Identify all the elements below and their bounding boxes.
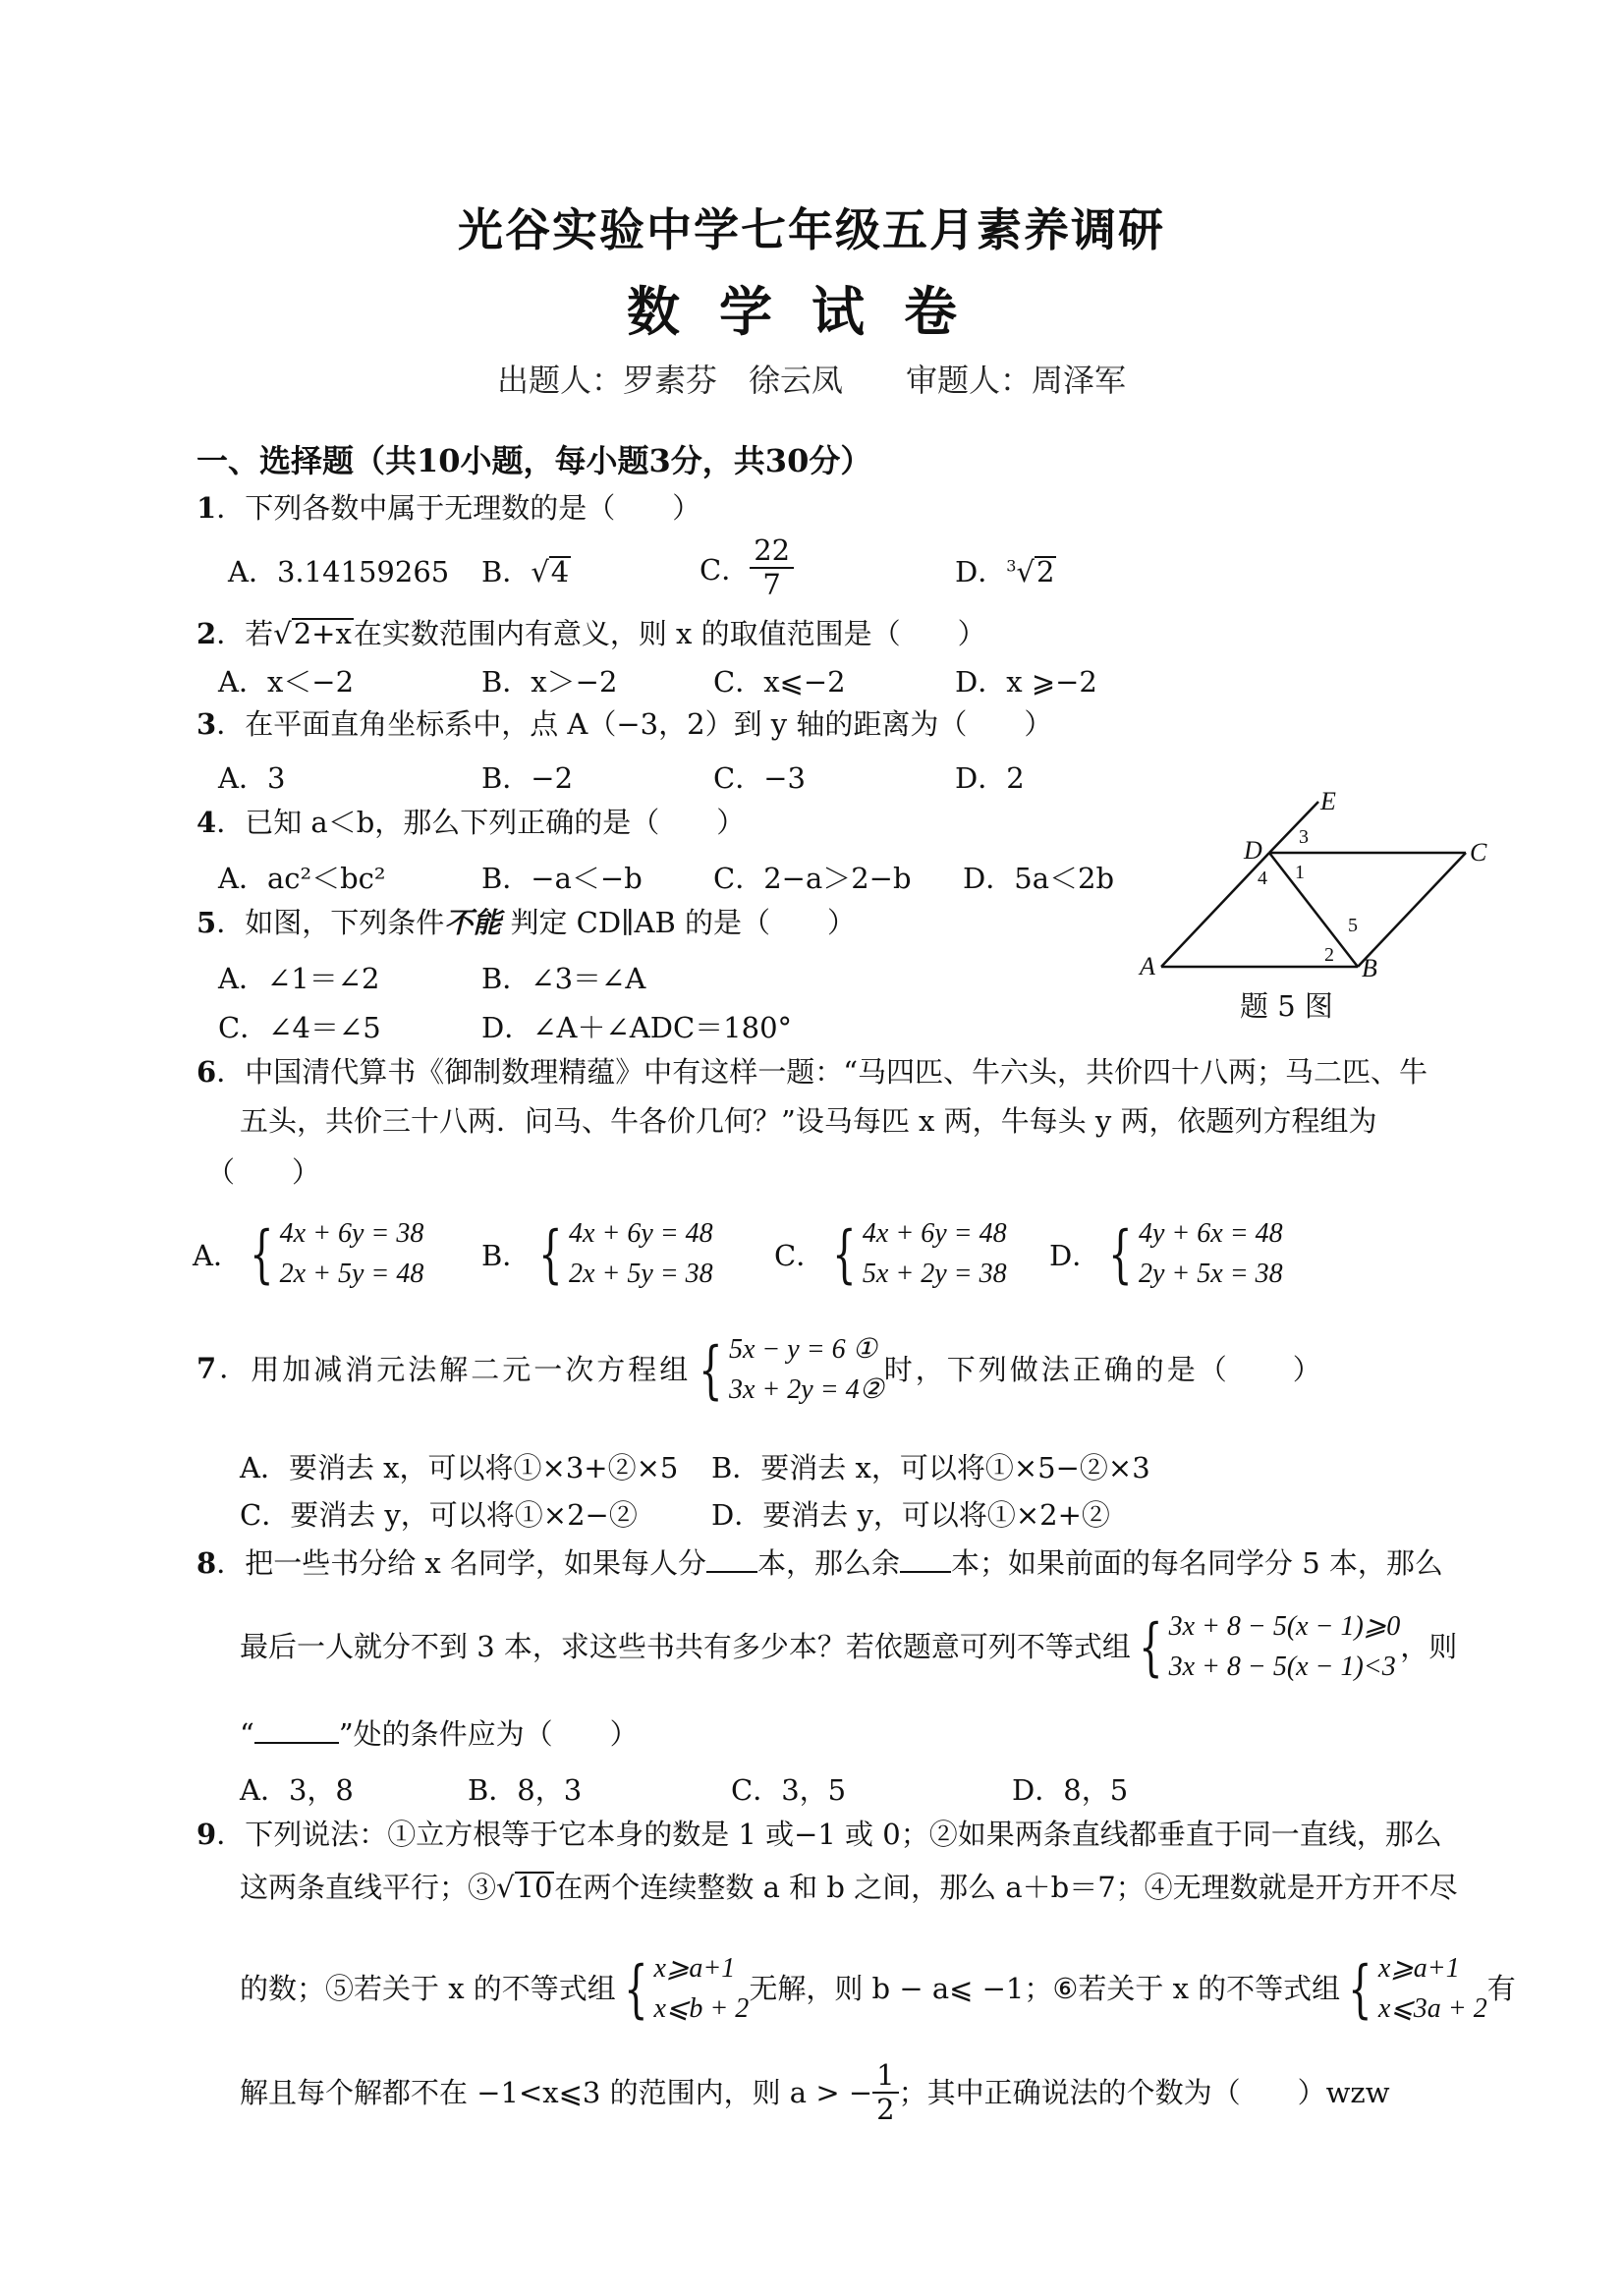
blank-3	[254, 1742, 339, 1744]
exam-subtitle: 数学试卷	[627, 280, 996, 343]
question-8-line-2: 最后一人就分不到 3 本，求这些书共有多少本？若依题意可列不等式组 { 3x + 8 − 5(x − 1)⩾0 3x + 8 − 5(x − 1)<3 ，则	[240, 1610, 1458, 1684]
exam-title: 光谷实验中学七年级五月素养调研	[458, 203, 1165, 256]
label-c: C	[1470, 838, 1487, 867]
question-1-stem: 下列各数中属于无理数的是（ ）	[245, 491, 701, 525]
section-title: 一、选择题（共10小题，每小题3分，共30分）	[196, 442, 872, 479]
q1-option-d: D．$^3$√2	[955, 555, 1055, 588]
q1-option-b: B．√4	[481, 555, 570, 588]
q1-option-a: A．3.14159265	[228, 555, 450, 588]
question-6-line-2: 五头，共价三十八两．问马、牛各价几何？”设马每匹 x 两，牛每头 y 两，依题列方程组为	[240, 1104, 1377, 1138]
angle-5: 5	[1348, 915, 1358, 936]
angle-2: 2	[1324, 944, 1334, 966]
question-9-line-3: 的数；⑤若关于 x 的不等式组 { x⩾a+1 x⩽b + 2 无解，则 b − a⩽ −1；⑥若关于 x 的不等式组 { x⩾a+1 x⩽3a + 2 有	[240, 1952, 1516, 2026]
q6-option-d: D． { 4y + 6x = 48 2y + 5x = 38	[1049, 1217, 1283, 1291]
q2-option-d: D．x ⩾−2	[955, 665, 1097, 699]
blank-2	[900, 1571, 951, 1573]
q7-option-c: C．要消去 y，可以将①×2−②	[240, 1498, 638, 1532]
q3-option-b: B．−2	[481, 761, 574, 795]
q8-option-b: B．8，3	[468, 1773, 583, 1807]
question-1: 1．下列各数中属于无理数的是（ ）	[196, 491, 701, 525]
q6-option-a: A． { 4x + 6y = 38 2x + 5y = 48	[193, 1217, 424, 1291]
q8-option-a: A．3，8	[240, 1773, 354, 1807]
q3-option-a: A．3	[218, 761, 286, 795]
question-6-line-1: 6．中国清代算书《御制数理精蕴》中有这样一题：“马四匹、牛六头，共价四十八两；马二匹、牛	[196, 1055, 1428, 1089]
question-4: 4．已知 a＜b，那么下列正确的是（ ）	[196, 806, 746, 839]
q8-option-d: D．8，5	[1012, 1773, 1129, 1807]
q5-figure-caption: 题 5 图	[1240, 989, 1333, 1023]
angle-4: 4	[1258, 868, 1267, 889]
q4-option-d: D．5a＜2b	[963, 862, 1115, 895]
q5-option-d: D．∠A＋∠ADC＝180°	[481, 1011, 793, 1044]
question-6-line-3: （ ）	[206, 1155, 321, 1189]
question-8-line-3: “ ”处的条件应为（ ）	[240, 1717, 639, 1751]
q2-option-b: B．x＞−2	[481, 665, 618, 699]
label-d: D	[1244, 836, 1262, 865]
blank-1	[706, 1571, 757, 1573]
q4-option-c: C．2−a＞2−b	[713, 862, 912, 895]
question-3: 3．在平面直角坐标系中，点 A（−3，2）到 y 轴的距离为（ ）	[196, 707, 1053, 741]
question-7: 7．用加减消元法解二元一次方程组 { 5x − y = 6 ① 3x + 2y = 4② 时，下列做法正确的是（ ）	[196, 1333, 1324, 1407]
q4-option-b: B．−a＜−b	[481, 862, 643, 895]
q8-option-c: C．3，5	[731, 1773, 847, 1807]
question-2: 2．若√2+x在实数范围内有意义，则 x 的取值范围是（ ）	[196, 617, 986, 650]
angle-1: 1	[1295, 862, 1305, 883]
q3-option-c: C．−3	[713, 761, 806, 795]
q3-option-d: D．2	[955, 761, 1025, 795]
q4-option-a: A．ac²＜bc²	[218, 862, 386, 895]
angle-3: 3	[1299, 826, 1309, 848]
question-5: 5．如图，下列条件不能 判定 CD∥AB 的是（ ）	[196, 906, 856, 939]
q1-option-c: C． $\frac{22}{7}$	[700, 534, 794, 602]
q2-option-a: A．x＜−2	[218, 665, 355, 699]
q5-emphasis: 不能	[444, 908, 502, 939]
q7-option-a: A．要消去 x，可以将①×3+②×5	[240, 1451, 679, 1484]
label-e: E	[1320, 787, 1336, 815]
q5-option-b: B．∠3＝∠A	[481, 962, 646, 995]
question-9-line-1: 9．下列说法：①立方根等于它本身的数是 1 或−1 或 0；②如果两条直线都垂直于同一直线，那么	[196, 1818, 1442, 1851]
label-b: B	[1362, 954, 1377, 982]
q6-option-b: B． { 4x + 6y = 48 2x + 5y = 38	[481, 1217, 713, 1291]
q6-option-c: C． { 4x + 6y = 48 5x + 2y = 38	[774, 1217, 1007, 1291]
q5-option-a: A．∠1＝∠2	[218, 962, 380, 995]
q5-option-c: C．∠4＝∠5	[218, 1011, 381, 1044]
question-8-line-1: 8．把一些书分给 x 名同学，如果每人分 本，那么余 本；如果前面的每名同学分 5 本，那么	[196, 1546, 1443, 1580]
question-9-line-2: 这两条直线平行；③√10在两个连续整数 a 和 b 之间，那么 a＋b＝7；④无理数就是开方开不尽	[240, 1871, 1458, 1904]
label-a: A	[1140, 952, 1155, 980]
exam-authors: 出题人：罗素芬 徐云凤 审题人：周泽军	[496, 362, 1126, 399]
q7-option-b: B．要消去 x，可以将①×5−②×3	[711, 1451, 1150, 1484]
q2-option-c: C．x⩽−2	[713, 665, 846, 699]
q7-option-d: D．要消去 y，可以将①×2+②	[711, 1498, 1110, 1532]
q5-parallelogram-figure	[1130, 782, 1503, 1018]
question-9-line-4: 解且每个解都不在 −1<x⩽3 的范围内，则 a > − $\frac{1}{2}$ ；其中正确说法的个数为（ ）wzw	[240, 2058, 1390, 2127]
